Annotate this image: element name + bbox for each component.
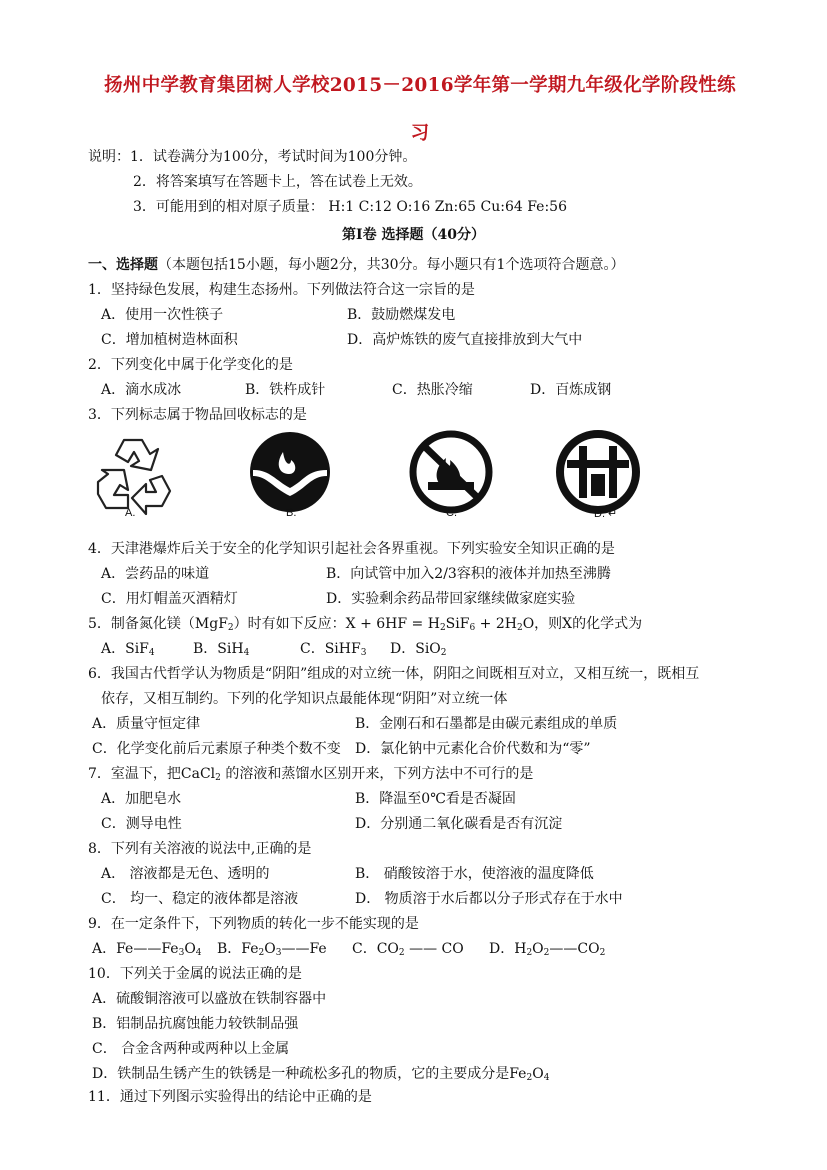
q7-option-c: C．测导电性 <box>101 816 182 832</box>
exam-title <box>80 62 760 158</box>
q3-label-d: D. ↵ <box>594 508 618 520</box>
part1-heading <box>88 254 624 276</box>
q8-option-b: B． 硝酸铵溶于水，使溶液的温度降低 <box>355 866 594 882</box>
q3-label-c: C. <box>446 507 457 519</box>
exam-title-line1: 扬州中学教育集团树人学校2015－2016学年第一学期九年级化学阶段性练 <box>104 75 736 96</box>
q4-stem: 4．天津港爆炸后关于安全的化学知识引起社会各界重视。下列实验安全知识正确的是 <box>88 541 615 557</box>
q6-option-a: A．质量守恒定律 <box>92 716 201 732</box>
q7-stem-part2: 的溶液和蒸馏水区别开来，下列方法中不可行的是 <box>220 766 534 782</box>
q9-a-sub1: 3 <box>178 948 185 958</box>
q2-option-a: A．滴水成冰 <box>101 382 182 398</box>
q10-option-a: A．硫酸铜溶液可以盛放在铁制容器中 <box>92 991 327 1007</box>
q11-stem: 11．通过下列图示实验得出的结论中正确的是 <box>88 1089 372 1105</box>
q7-stem-part1: 7．室温下，把CaCl <box>88 766 216 782</box>
q9-b-part1: B．Fe <box>217 941 259 957</box>
q9-option-a <box>92 938 202 964</box>
q4-option-a: A．尝药品的味道 <box>101 566 210 582</box>
q7-stem-sub: 2 <box>215 773 221 783</box>
q5-stem-part5: O，则X的化学式为 <box>522 616 643 632</box>
q1-option-d: D．高炉炼铁的废气直接排放到大气中 <box>347 332 583 348</box>
q1-option-c: C．增加植树造林面积 <box>101 332 238 348</box>
q9-option-b <box>217 938 327 964</box>
q6-stem-line2: 依存，又相互制约。下列的化学知识点最能体现“阴阳”对立统一体 <box>101 691 508 707</box>
q4-option-c: C．用灯帽盖灭酒精灯 <box>101 591 238 607</box>
q3-label-a: A. <box>125 507 136 519</box>
note-2: 2．将答案填写在答题卡上，答在试卷上无效。 <box>133 174 422 190</box>
q9-stem: 9．在一定条件下，下列物质的转化一步不能实现的是 <box>88 916 419 932</box>
q10-d-sub1: 2 <box>526 1073 533 1083</box>
q5-option-b-text: B．SiH <box>193 641 244 657</box>
q9-a-part1: A．Fe——Fe <box>92 941 179 957</box>
q1-stem: 1．坚持绿色发展，构建生态扬州。下列做法符合这一宗旨的是 <box>88 282 475 298</box>
q8-option-c: C． 均一、稳定的液体都是溶液 <box>101 891 299 907</box>
q3-label-b: B. <box>286 507 297 519</box>
q5-option-a-sub: 4 <box>148 648 155 658</box>
q9-d-sub2: 2 <box>543 948 550 958</box>
q1-option-b: B．鼓励燃煤发电 <box>347 307 456 323</box>
q5-option-b <box>193 638 249 664</box>
q9-d-part3: ——CO <box>549 941 600 957</box>
q5-option-d-text: D．SiO <box>390 641 441 657</box>
q5-option-c-sub: 3 <box>360 648 367 658</box>
q9-b-part2: O <box>264 941 276 957</box>
q6-option-b: B．金刚石和石墨都是由碳元素组成的单质 <box>355 716 618 732</box>
part1-heading-desc: （本题包括15小题，每小题2分，共30分。每小题只有1个选项符合题意。） <box>158 257 625 273</box>
q10-d-part1: D．铁制品生锈产生的铁锈是一种疏松多孔的物质，它的主要成分是Fe <box>92 1066 527 1082</box>
q8-option-d: D． 物质溶于水后都以分子形式存在于水中 <box>355 891 623 907</box>
q9-d-sub1: 2 <box>526 948 533 958</box>
section-title: 第Ⅰ卷 选择题（40分） <box>342 227 485 243</box>
q9-c-sub1: 2 <box>398 948 405 958</box>
q7-option-b: B．降温至0℃看是否凝固 <box>355 791 516 807</box>
q1-option-a: A．使用一次性筷子 <box>101 307 224 323</box>
q10-option-b: B．铝制品抗腐蚀能力较铁制品强 <box>92 1016 299 1032</box>
q7-stem <box>88 763 533 789</box>
q5-option-d <box>390 638 447 664</box>
q9-d-part1: D．H <box>489 941 527 957</box>
note-3: 3．可能用到的相对原子质量： H:1 C:12 O:16 Zn:65 Cu:64 Fe:56 <box>133 199 567 215</box>
q4-option-d: D．实验剩余药品带回家继续做家庭实验 <box>326 591 576 607</box>
q8-option-a: A． 溶液都是无色、透明的 <box>101 866 270 882</box>
q7-option-a: A．加肥皂水 <box>101 791 182 807</box>
q9-b-part3: ——Fe <box>281 941 327 957</box>
q2-option-d: D．百炼成钢 <box>530 382 612 398</box>
q2-option-b: B．铁杵成针 <box>245 382 326 398</box>
q5-option-a-text: A．SiF <box>101 641 149 657</box>
exam-title-line2: 习 <box>410 123 430 144</box>
q10-d-sub2: 4 <box>543 1073 550 1083</box>
q9-b-sub1: 2 <box>258 948 265 958</box>
q5-stem-part4: + 2H <box>475 616 517 632</box>
q10-stem: 10．下列关于金属的说法正确的是 <box>88 966 302 982</box>
q10-option-c: C． 合金含两种或两种以上金属 <box>92 1041 290 1057</box>
q4-option-b: B．向试管中加入2/3容积的液体并加热至沸腾 <box>326 566 611 582</box>
q3-stem: 3．下列标志属于物品回收标志的是 <box>88 407 307 423</box>
q9-d-sub3: 2 <box>599 948 606 958</box>
q6-stem-line1: 6．我国古代哲学认为物质是“阴阳”组成的对立统一体，阴阳之间既相互对立，又相互统一，既相互 <box>88 666 700 682</box>
part1-heading-label: 一、选择题 <box>88 257 158 273</box>
q2-stem: 2．下列变化中属于化学变化的是 <box>88 357 293 373</box>
q9-option-d <box>489 938 605 964</box>
q9-d-part2: O <box>532 941 544 957</box>
q5-option-b-sub: 4 <box>243 648 250 658</box>
q2-option-c: C．热胀冷缩 <box>392 382 473 398</box>
q6-option-d: D．氯化钠中元素化合价代数和为“零” <box>355 741 591 757</box>
q9-a-part2: O <box>184 941 196 957</box>
q5-stem <box>88 613 642 639</box>
q5-sub-1: 2 <box>227 623 234 633</box>
q5-sub-4: 2 <box>516 623 523 633</box>
q5-stem-part1: 5．制备氮化镁（MgF <box>88 616 228 632</box>
q9-a-sub2: 4 <box>195 948 202 958</box>
q9-b-sub2: 3 <box>275 948 282 958</box>
q5-option-c <box>300 638 366 664</box>
q10-d-part2: O <box>532 1066 544 1082</box>
q5-sub-3: 6 <box>469 623 476 633</box>
q7-option-d: D．分别通二氧化碳看是否有沉淀 <box>355 816 563 832</box>
q5-sub-2: 2 <box>439 623 446 633</box>
q5-option-a <box>101 638 155 664</box>
note-1: 说明：1．试卷满分为100分，考试时间为100分钟。 <box>88 149 417 165</box>
q5-option-c-text: C．SiHF <box>300 641 361 657</box>
q5-stem-part2: ）时有如下反应：X + 6HF = H <box>233 616 440 632</box>
q8-stem: 8．下列有关溶液的说法中,正确的是 <box>88 841 312 857</box>
q9-c-part2: —— CO <box>404 941 464 957</box>
q9-c-part1: C．CO <box>352 941 399 957</box>
q6-option-c: C．化学变化前后元素原子种类个数不变 <box>92 741 341 757</box>
q5-stem-part3: SiF <box>445 616 470 632</box>
q9-option-c <box>352 938 464 964</box>
q5-option-d-sub: 2 <box>440 648 447 658</box>
